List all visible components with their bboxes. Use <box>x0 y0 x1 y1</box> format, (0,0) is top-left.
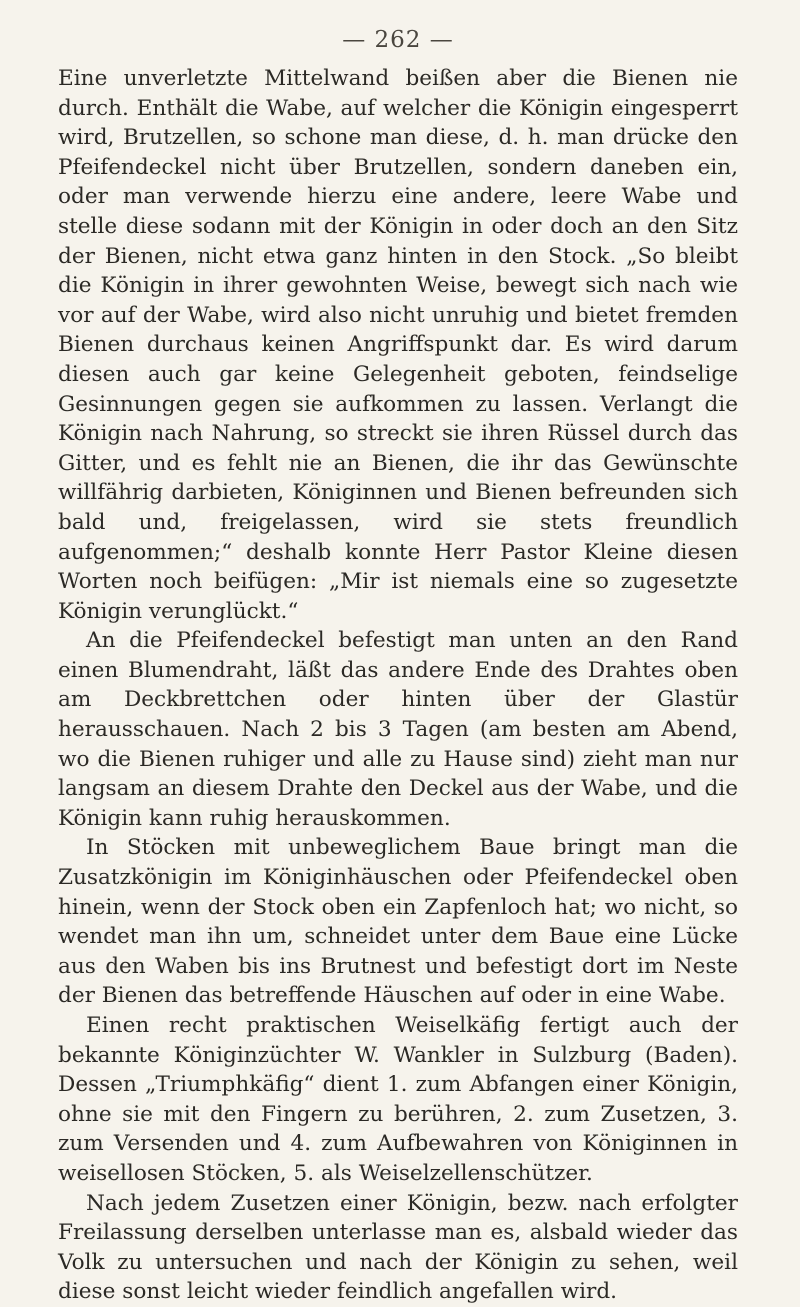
paragraph-5: Nach jedem Zusetzen einer Königin, bezw. nach erfolgter Freilassung derselben unterlasse man es, alsbald wieder das Volk zu untersuchen und nach der Königin zu sehen, weil diese sonst leicht wieder feindlich angefallen wird. <box>58 1190 738 1305</box>
paragraph-3: In Stöcken mit unbeweglichem Baue bringt man die Zusatzkönigin im Königinhäuschen oder Pfeifendeckel oben hinein, wenn der Stock oben ein Zapfenloch hat; wo nicht, so wendet man ihn um, schneidet unter dem Baue eine Lücke aus den Waben bis ins Brutnest und befestigt dort im Neste der Bienen das betreffende Häuschen auf oder in eine Wabe. <box>58 835 738 1009</box>
page-number: — 262 — <box>342 27 454 53</box>
paragraph-2: An die Pfeifendeckel befestigt man unten an den Rand einen Blumendraht, läßt das andere Ende des Drahtes oben am Deckbrettchen oder hinten über der Glastür herausschauen. Nach 2 bis 3 Tagen (am besten am Abend, wo die Bienen ruhiger und alle zu Hause sind) zieht man nur langsam an diesem Drahte den Deckel aus der Wabe, und die Königin kann ruhig herauskommen. <box>58 628 738 831</box>
paragraph-1: Eine unverletzte Mittelwand beißen aber die Bienen nie durch. Enthält die Wabe, auf welcher die Königin eingesperrt wird, Brutzellen, so schone man diese, d. h. man drücke den Pfeifendeckel nicht über Brutzellen, sondern daneben ein, oder man verwende hierzu eine andere, leere Wabe und stelle diese sodann mit der Königin in oder doch an den Sitz der Bienen, nicht etwa ganz hinten in den Stock. „So bleibt die Königin in ihrer gewohnten Weise, bewegt sich nach wie vor auf der Wabe, wird also nicht unruhig und bietet fremden Bienen durchaus keinen Angriffspunkt dar. Es wird darum diesen auch gar keine Gelegenheit geboten, feindselige Gesinnungen gegen sie aufkommen zu lassen. Verlangt die Königin nach Nahrung, so streckt sie ihren Rüssel durch das Gitter, und es fehlt nie an Bienen, die ihr das Gewünschte willfährig darbieten, Königinnen und Bienen befreunden sich bald und, freigelassen, wird sie stets freundlich aufgenommen;“ deshalb konnte Herr Pastor Kleine diesen Worten noch beifügen: „Mir ist niemals eine so zugesetzte Königin verunglückt.“ <box>58 66 738 624</box>
paragraph-4: Einen recht praktischen Weiselkäfig fertigt auch der bekannte Königinzüchter W. Wankler in Sulzburg (Baden). Dessen „Triumphkäfig“ dient 1. zum Abfangen einer Königin, ohne sie mit den Fingern zu berühren, 2. zum Zusetzen, 3. zum Versenden und 4. zum Aufbewahren von Königinnen in weisellosen Stöcken, 5. als Weiselzellenschützer. <box>58 1013 738 1186</box>
